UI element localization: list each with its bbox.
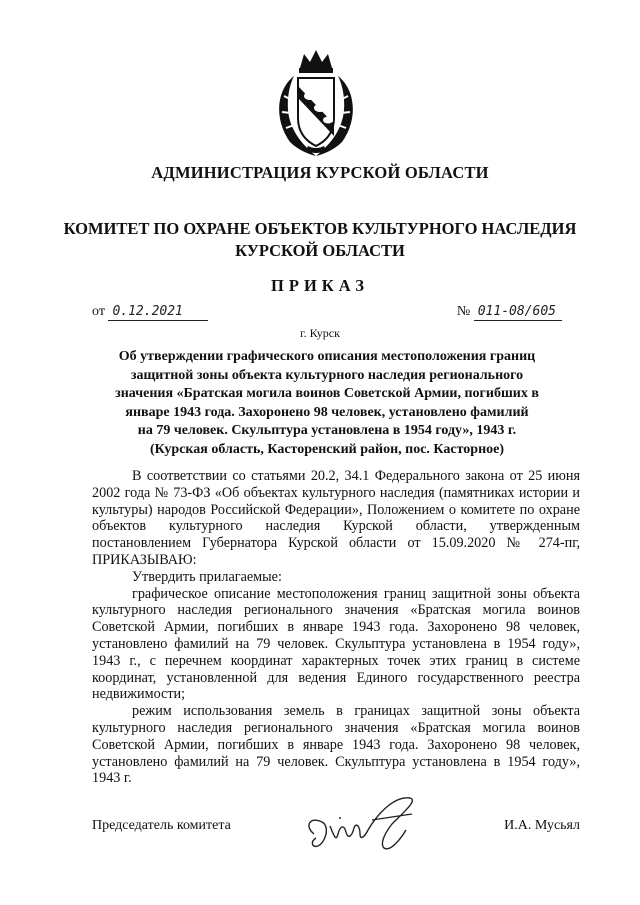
body-paragraph: Утвердить прилагаемые: <box>132 568 282 585</box>
title-line: (Курская область, Касторенский район, пос. Касторное) <box>149 441 505 457</box>
title-line: Об утверждении графического описания местоположения границ <box>118 349 536 364</box>
city-label: г. Курск <box>300 326 340 340</box>
order-date <box>92 304 208 321</box>
handwritten-number: 011-08/605 <box>477 304 556 319</box>
order-title <box>92 348 562 459</box>
number-prefix: № <box>456 304 471 319</box>
signatory-name: И.А. Мусьял <box>504 818 580 833</box>
order-heading: ПРИКАЗ <box>271 276 369 295</box>
title-line: на 79 человек. Скульптура установлена в 1954 году», 1943 г. <box>137 423 517 438</box>
title-line: защитной зоны объекта культурного наследия регионального <box>130 367 524 383</box>
administration-heading: АДМИНИСТРАЦИЯ КУРСКОЙ ОБЛАСТИ <box>151 163 489 182</box>
kursk-coat-of-arms-emblem <box>270 46 362 160</box>
order-number <box>457 304 562 321</box>
date-prefix: от <box>92 304 105 319</box>
signature-block <box>92 818 580 838</box>
body-paragraph: графическое описание местоположения границ защитной зоны объекта культурного наследия регионального значения «Братская могила воинов Советской Армии, погибших в январе 1943 года. Захоронено 98 человек, установлено фамилий на 79 человек. Скульптура установлена в 1954 году», 1943 г., с перечнем координат характерных точек этих границ в системе координат, установленной для ведения Единого государственного реестра недвижимости; <box>92 585 580 703</box>
body-paragraph: В соответствии со статьями 20.2, 34.1 Федерального закона от 25 июня 2002 года № 73-ФЗ «Об объектах культурного наследия (памятниках истории и культуры) народов Российской Федерации», Положением о комитете по охране объектов культурного наследия Курской области, утвержденным постановлением Губернатора Курской области от 15.09.2020 № 274-пг, ПРИКАЗЫВАЮ: <box>92 468 580 568</box>
date-underline <box>108 304 208 321</box>
number-underline <box>474 304 562 321</box>
date-number-row <box>92 304 562 326</box>
title-line: январе 1943 года. Захоронено 98 человек, установлено фамилий <box>125 404 529 420</box>
committee-heading <box>0 218 640 262</box>
body-paragraph: режим использования земель в границах защитной зоны объекта культурного наследия регионального значения «Братская могила воинов Советской Армии, погибших в январе 1943 года. Захоронено 98 человек, установлено фамилий на 79 человек. Скульптура установлена в 1954 году», 1943 г. <box>92 703 580 787</box>
title-line: значения «Братская могила воинов Советской Армии, погибших в <box>115 386 539 401</box>
signatory-position: Председатель комитета <box>92 818 231 833</box>
order-body <box>92 468 580 787</box>
committee-heading-line: КОМИТЕТ ПО ОХРАНЕ ОБЪЕКТОВ КУЛЬТУРНОГО НАСЛЕДИЯ <box>63 219 577 238</box>
handwritten-date: 0.12.2021 <box>112 304 183 319</box>
committee-heading-line: КУРСКОЙ ОБЛАСТИ <box>235 241 405 260</box>
